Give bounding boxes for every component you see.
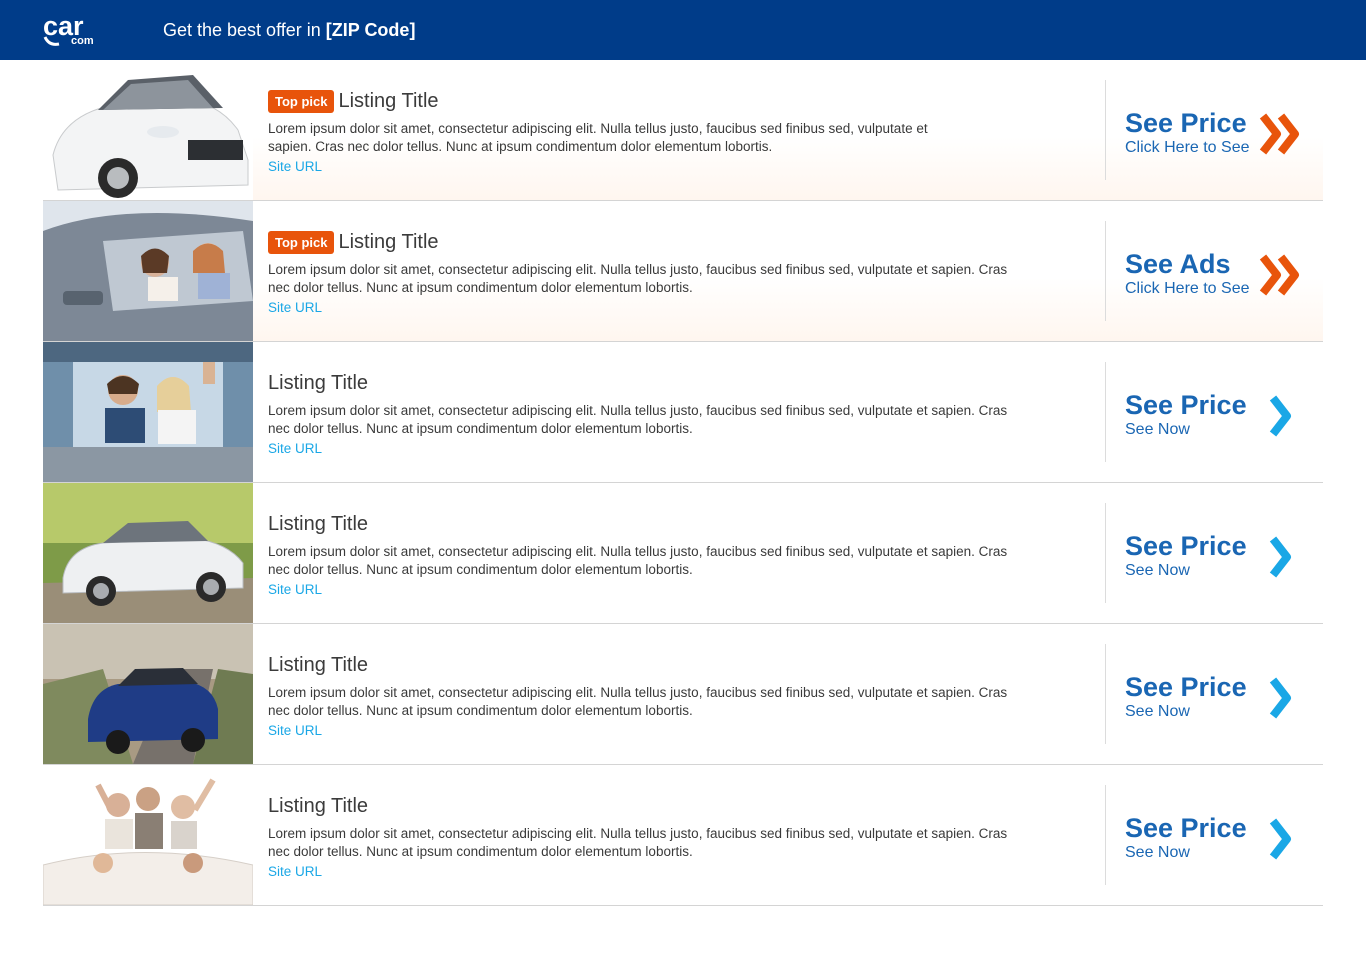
listing-title[interactable]: Listing Title — [338, 89, 439, 112]
title-line — [268, 370, 1028, 396]
listing-image[interactable] — [43, 765, 253, 905]
listing-row[interactable] — [43, 483, 1323, 624]
listing-description: Lorem ipsum dolor sit amet, consectetur adipiscing elit. Nulla tellus justo, faucibus sed finibus sed, vulputate et sapien. Cras nec dolor tellus. Nunc at ipsum condimentum dolor elementum lobortis. — [268, 403, 1008, 436]
listing-info — [268, 511, 1028, 597]
listing-description: Lorem ipsum dolor sit amet, consectetur adipiscing elit. Nulla tellus justo, faucibus sed finibus sed, vulputate et sapien. Cras nec dolor tellus. Nunc at ipsum condimentum dolor elementum lobortis. — [268, 826, 1008, 859]
cta-button[interactable] — [1125, 813, 1265, 863]
listing-title[interactable]: Listing Title — [338, 230, 439, 253]
title-line — [268, 652, 1028, 678]
cta-button[interactable] — [1125, 531, 1265, 581]
cta-sub-label[interactable]: See Now — [1125, 703, 1190, 720]
cta-button[interactable] — [1125, 390, 1265, 440]
site-url-link[interactable]: Site URL — [268, 159, 323, 174]
listing-title[interactable]: Listing Title — [268, 371, 369, 394]
listing-info — [268, 793, 1028, 879]
cta-button[interactable] — [1125, 249, 1265, 299]
svg-text:car: car — [43, 13, 84, 41]
listing-row[interactable] — [43, 624, 1323, 765]
listing-title[interactable]: Listing Title — [268, 512, 369, 535]
divider — [1105, 362, 1106, 462]
title-line — [268, 511, 1028, 537]
chevron-right-icon[interactable] — [1255, 817, 1305, 861]
listing-row[interactable] — [43, 342, 1323, 483]
top-pick-badge: Top pick — [268, 231, 334, 254]
zip-offer-text — [163, 19, 415, 41]
listing-description: Lorem ipsum dolor sit amet, consectetur adipiscing elit. Nulla tellus justo, faucibus sed finibus sed, vulputate et sapien. Cras nec dolor tellus. Nunc at ipsum condimentum dolor elementum lobortis. — [268, 685, 1008, 718]
listing-description: Lorem ipsum dolor sit amet, consectetur adipiscing elit. Nulla tellus justo, faucibus sed finibus sed, vulputate et sapien. Cras nec dolor tellus. Nunc at ipsum condimentum dolor elementum lobortis. — [268, 121, 928, 154]
listing-info — [268, 229, 1028, 315]
double-chevron-right-icon[interactable] — [1255, 253, 1305, 297]
listing-image[interactable] — [43, 60, 253, 200]
listing-image[interactable] — [43, 624, 253, 764]
double-chevron-right-icon[interactable] — [1255, 112, 1305, 156]
site-url-link[interactable]: Site URL — [268, 441, 323, 456]
cta-main-label[interactable]: See Price — [1125, 672, 1247, 702]
listing-row[interactable] — [43, 201, 1323, 342]
site-url-link[interactable]: Site URL — [268, 864, 323, 879]
cta-main-label[interactable]: See Price — [1125, 531, 1247, 561]
chevron-right-icon[interactable] — [1255, 676, 1305, 720]
top-header — [0, 0, 1366, 60]
top-pick-badge: Top pick — [268, 90, 334, 113]
title-line — [268, 88, 1028, 114]
listing-title[interactable]: Listing Title — [268, 653, 369, 676]
listing-info — [268, 370, 1028, 456]
cta-sub-label[interactable]: Click Here to See — [1125, 280, 1250, 297]
listing-row[interactable] — [43, 765, 1323, 906]
divider — [1105, 221, 1106, 321]
listing-image[interactable] — [43, 201, 253, 341]
title-line — [268, 793, 1028, 819]
cta-main-label[interactable]: See Price — [1125, 390, 1247, 420]
divider — [1105, 785, 1106, 885]
listing-info — [268, 652, 1028, 738]
divider — [1105, 503, 1106, 603]
cta-sub-label[interactable]: See Now — [1125, 562, 1190, 579]
chevron-right-icon[interactable] — [1255, 535, 1305, 579]
cta-sub-label[interactable]: See Now — [1125, 421, 1190, 438]
listing-info — [268, 88, 1028, 174]
listing-title[interactable]: Listing Title — [268, 794, 369, 817]
cta-sub-label[interactable]: Click Here to See — [1125, 139, 1250, 156]
offer-prefix: Get the best offer in — [163, 20, 326, 40]
site-url-link[interactable]: Site URL — [268, 300, 323, 315]
divider — [1105, 644, 1106, 744]
divider — [1105, 80, 1106, 180]
chevron-right-icon[interactable] — [1255, 394, 1305, 438]
cta-main-label[interactable]: See Ads — [1125, 249, 1231, 279]
cars-com-logo[interactable] — [43, 13, 115, 47]
listing-row[interactable] — [43, 60, 1323, 201]
site-url-link[interactable]: Site URL — [268, 582, 323, 597]
cta-main-label[interactable]: See Price — [1125, 813, 1247, 843]
listing-image[interactable] — [43, 342, 253, 482]
site-url-link[interactable]: Site URL — [268, 723, 323, 738]
cta-main-label[interactable]: See Price — [1125, 108, 1247, 138]
listing-description: Lorem ipsum dolor sit amet, consectetur adipiscing elit. Nulla tellus justo, faucibus sed finibus sed, vulputate et sapien. Cras nec dolor tellus. Nunc at ipsum condimentum dolor elementum lobortis. — [268, 544, 1008, 577]
zip-code-link[interactable]: [ZIP Code] — [325, 20, 416, 40]
cta-button[interactable] — [1125, 672, 1265, 722]
listing-list — [43, 60, 1323, 906]
title-line — [268, 229, 1028, 255]
listing-description: Lorem ipsum dolor sit amet, consectetur adipiscing elit. Nulla tellus justo, faucibus sed finibus sed, vulputate et sapien. Cras nec dolor tellus. Nunc at ipsum condimentum dolor elementum lobortis. — [268, 262, 1008, 295]
cta-sub-label[interactable]: See Now — [1125, 844, 1190, 861]
cta-button[interactable] — [1125, 108, 1265, 158]
listing-image[interactable] — [43, 483, 253, 623]
svg-text:com: com — [71, 35, 94, 47]
